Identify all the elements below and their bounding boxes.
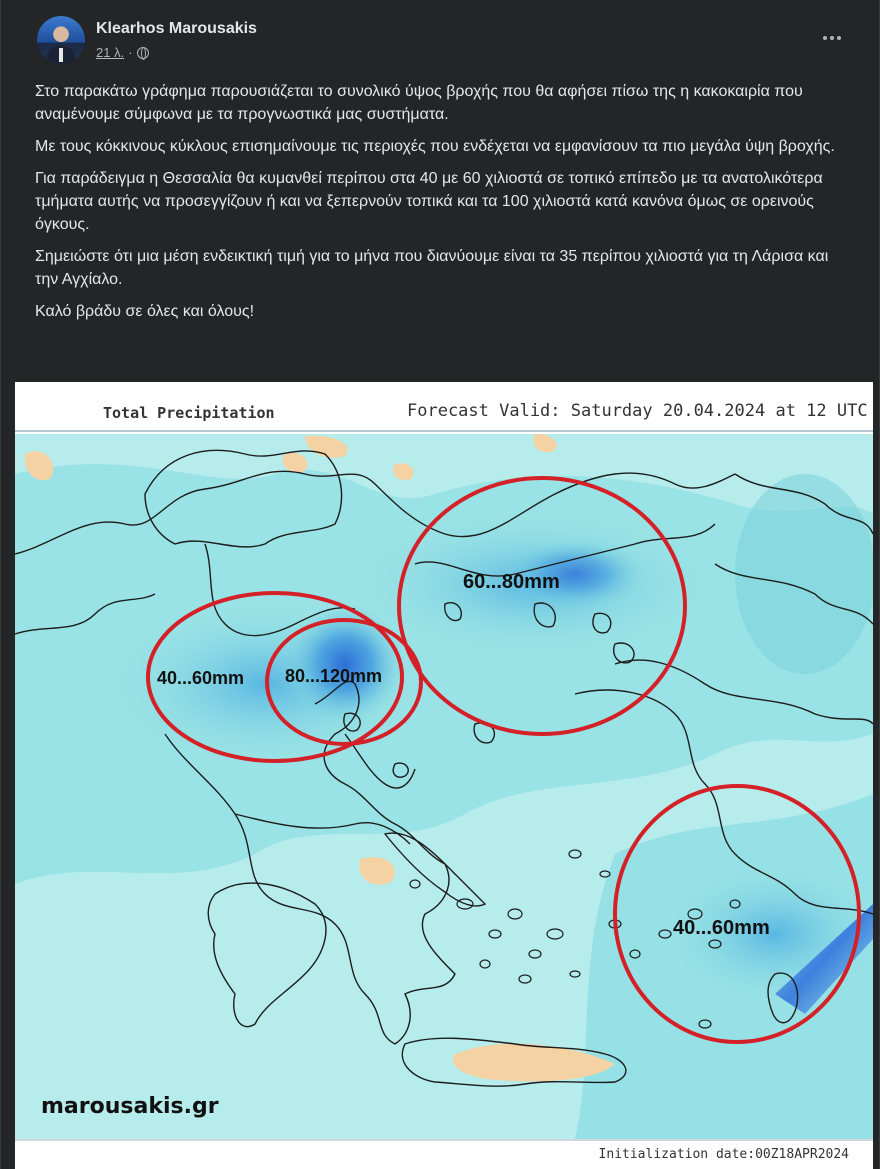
precip-blob	[735, 474, 873, 674]
dot-icon	[837, 36, 841, 40]
precipitation-map-image[interactable]	[15, 382, 873, 1169]
post-paragraph: Με τους κόκκινους κύκλους επισημαίνουμε τις περιοχές που ενδέχεται να εμφανίσουν τα πιο μεγάλα ύψη βροχής.	[35, 138, 835, 155]
meta-separator: ·	[128, 45, 133, 60]
map-title: Total Precipitation	[103, 404, 275, 422]
post-text	[35, 80, 855, 332]
post-paragraph: Για παράδειγμα η Θεσσαλία θα κυμανθεί περίπου στα 40 με 60 χιλιοστά σε τοπικό επίπεδο με τα ανατολικότερα τμήματα αυτής να προσεγγίζουν ή και να ξεπερνούν τοπικά και τα 100 χιλιοστά κατά κανόνα όμως σε ορεινούς όγκους.	[35, 170, 823, 233]
label-dodecanese: 40...60mm	[673, 917, 770, 939]
avatar-tie	[59, 48, 63, 62]
author-avatar[interactable]	[37, 16, 85, 64]
post-timestamp[interactable]: 21 λ.	[96, 45, 125, 60]
more-options-button[interactable]	[816, 24, 848, 52]
label-pelion: 80...120mm	[285, 666, 383, 686]
post-meta	[96, 45, 149, 60]
map-footer	[15, 1139, 873, 1169]
post-paragraph: Σημειώστε ότι μια μέση ενδεικτική τιμή για το μήνα που διανύουμε είναι τα 35 περίπου χιλιοστά για τη Λάρισα και την Αγχίαλο.	[35, 248, 829, 288]
author-name[interactable]: Klearhos Marousakis	[96, 20, 257, 37]
label-thrace: 60...80mm	[463, 571, 560, 593]
dot-icon	[830, 36, 834, 40]
watermark: marousakis.gr	[41, 1094, 219, 1119]
initialization-date: Initialization date:00Z18APR2024	[598, 1147, 849, 1162]
post-header	[1, 0, 880, 78]
post-paragraph: Στο παρακάτω γράφημα παρουσιάζεται το συνολικό ύψος βροχής που θα αφήσει πίσω της η κακοκαιρία που αναμένουμε σύμφωνα με τα προγνωστικά μας συστήματα.	[35, 83, 803, 123]
post-paragraph: Καλό βράδυ σε όλες και όλους!	[35, 303, 255, 320]
globe-icon	[137, 47, 149, 59]
map-header	[15, 382, 873, 432]
map-graphic	[15, 434, 873, 1139]
dot-icon	[823, 36, 827, 40]
forecast-valid-text: Forecast Valid: Saturday 20.04.2024 at 12 UTC	[407, 401, 868, 421]
label-thessaly: 40...60mm	[157, 668, 245, 688]
